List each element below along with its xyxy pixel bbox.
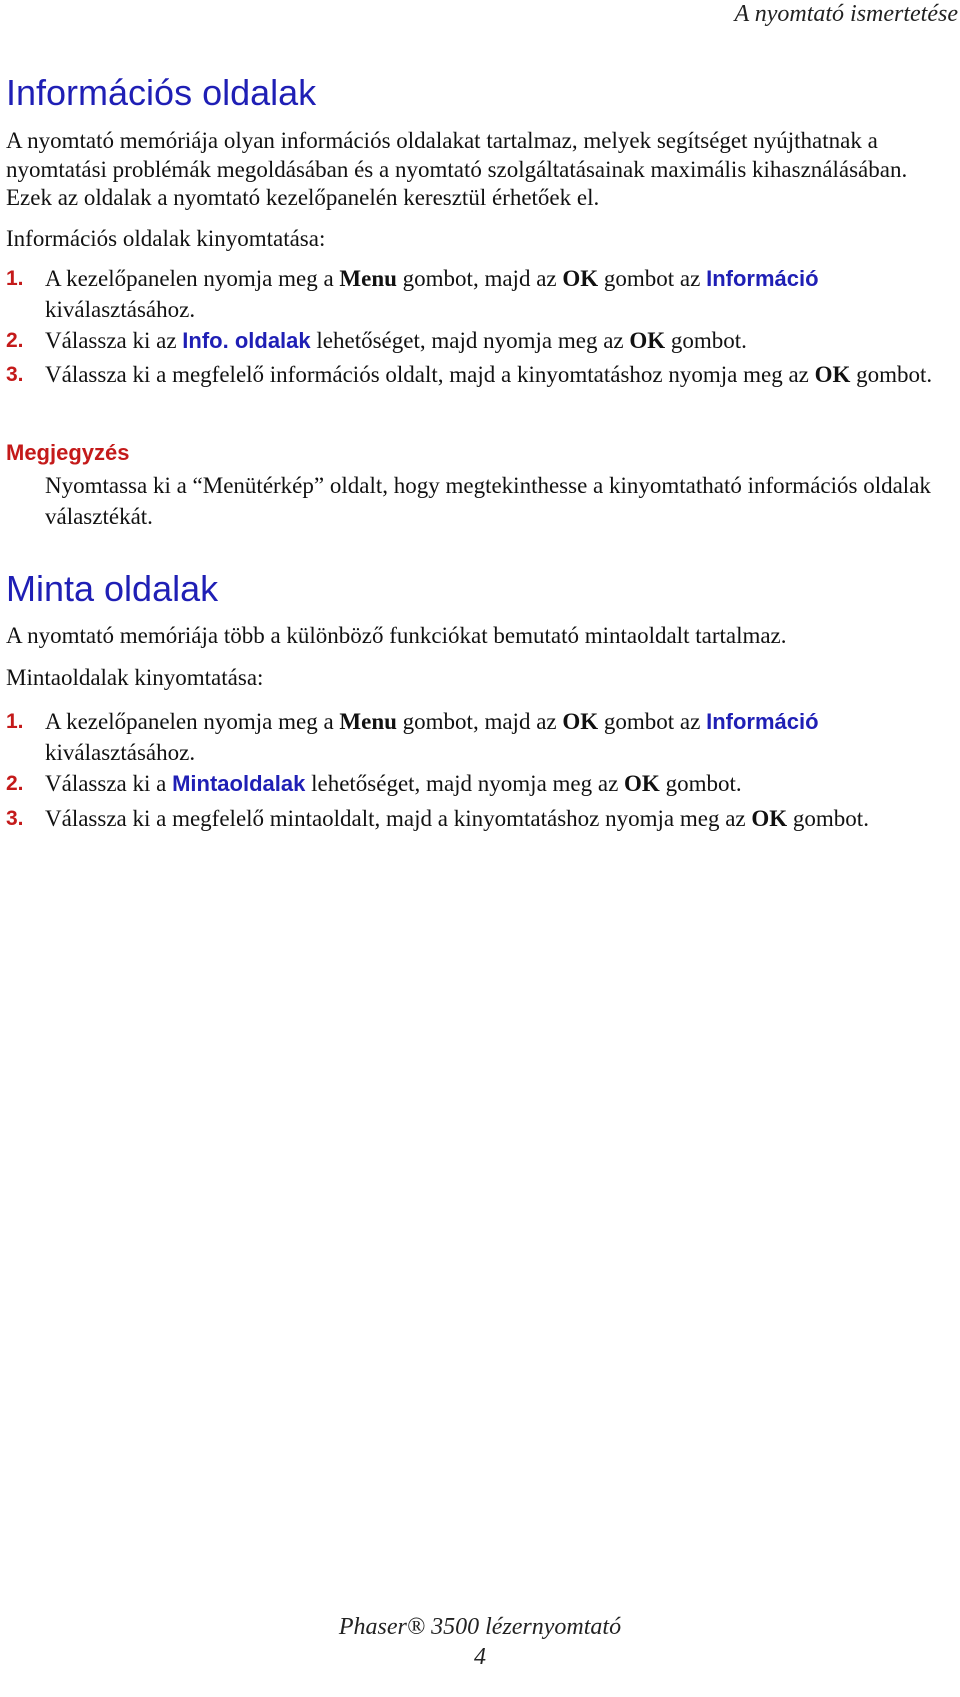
- ok-button-label: OK: [629, 328, 666, 353]
- note-text: Nyomtassa ki a “Menütérkép” oldalt, hogy megtekinthesse a kinyomtatható információs oldalak választékát.: [45, 473, 931, 529]
- ok-button-label: OK: [814, 362, 851, 387]
- menu-item-info-oldalak: Info. oldalak: [182, 328, 311, 353]
- running-header: A nyomtató ismertetése: [734, 1, 958, 27]
- note-title: Megjegyzés: [6, 440, 130, 465]
- menu-button-label: Menu: [339, 266, 397, 291]
- section-title-info: Információs oldalak: [6, 72, 317, 113]
- step-number: 1.: [6, 267, 24, 290]
- sample-step-2: [6, 768, 954, 799]
- step-number: 3.: [6, 363, 24, 386]
- info-intro-paragraph: A nyomtató memóriája olyan információs oldalakat tartalmaz, melyek segítséget nyújthatnak a nyomtatási problémák megoldásában és a nyomtató szolgáltatásainak maximális kihasználásában. Ezek az oldalak a nyomtató kezelőpanelén keresztül érhetőek el.: [6, 128, 908, 210]
- ok-button-label: OK: [624, 771, 660, 796]
- ok-button-label: OK: [562, 266, 599, 291]
- ok-button-label: OK: [751, 806, 788, 831]
- step-text: A kezelőpanelen nyomja meg a Menu gombot, majd az OK gombot az Információ kiválasztásához.: [45, 266, 819, 322]
- info-step-3: [6, 359, 954, 390]
- section-title-sample: Minta oldalak: [6, 568, 219, 609]
- ok-button-label: OK: [562, 709, 599, 734]
- menu-item-informacio: Információ: [706, 709, 819, 734]
- footer-page-number: 4: [474, 1644, 486, 1670]
- sample-intro-paragraph: A nyomtató memóriája több a különböző funkciókat bemutató mintaoldalt tartalmaz.: [6, 623, 787, 648]
- footer-product-name: Phaser® 3500 lézernyomtató: [338, 1614, 622, 1640]
- sample-step-1: [6, 706, 954, 768]
- step-number: 2.: [6, 772, 24, 795]
- step-number: 2.: [6, 329, 24, 352]
- step-text: Válassza ki a megfelelő mintaoldalt, majd a kinyomtatáshoz nyomja meg az OK gombot.: [45, 806, 869, 831]
- step-text: Válassza ki az Info. oldalak lehetőséget, majd nyomja meg az OK gombot.: [45, 328, 747, 353]
- menu-item-informacio: Információ: [706, 266, 819, 291]
- sample-step-3: [6, 803, 954, 834]
- step-number: 1.: [6, 710, 24, 733]
- menu-button-label: Menu: [339, 709, 397, 734]
- step-number: 3.: [6, 807, 24, 830]
- info-step-2: [6, 325, 954, 356]
- step-text: A kezelőpanelen nyomja meg a Menu gombot, majd az OK gombot az Információ kiválasztásához.: [45, 709, 819, 765]
- menu-item-mintaoldalak: Mintaoldalak: [172, 771, 306, 796]
- info-step-1: [6, 263, 954, 325]
- info-lead-text: Információs oldalak kinyomtatása:: [6, 226, 326, 251]
- step-text: Válassza ki a megfelelő információs oldalt, majd a kinyomtatáshoz nyomja meg az OK gombot.: [45, 362, 933, 387]
- sample-lead-text: Mintaoldalak kinyomtatása:: [6, 665, 264, 690]
- step-text: Válassza ki a Mintaoldalak lehetőséget, majd nyomja meg az OK gombot.: [45, 771, 742, 796]
